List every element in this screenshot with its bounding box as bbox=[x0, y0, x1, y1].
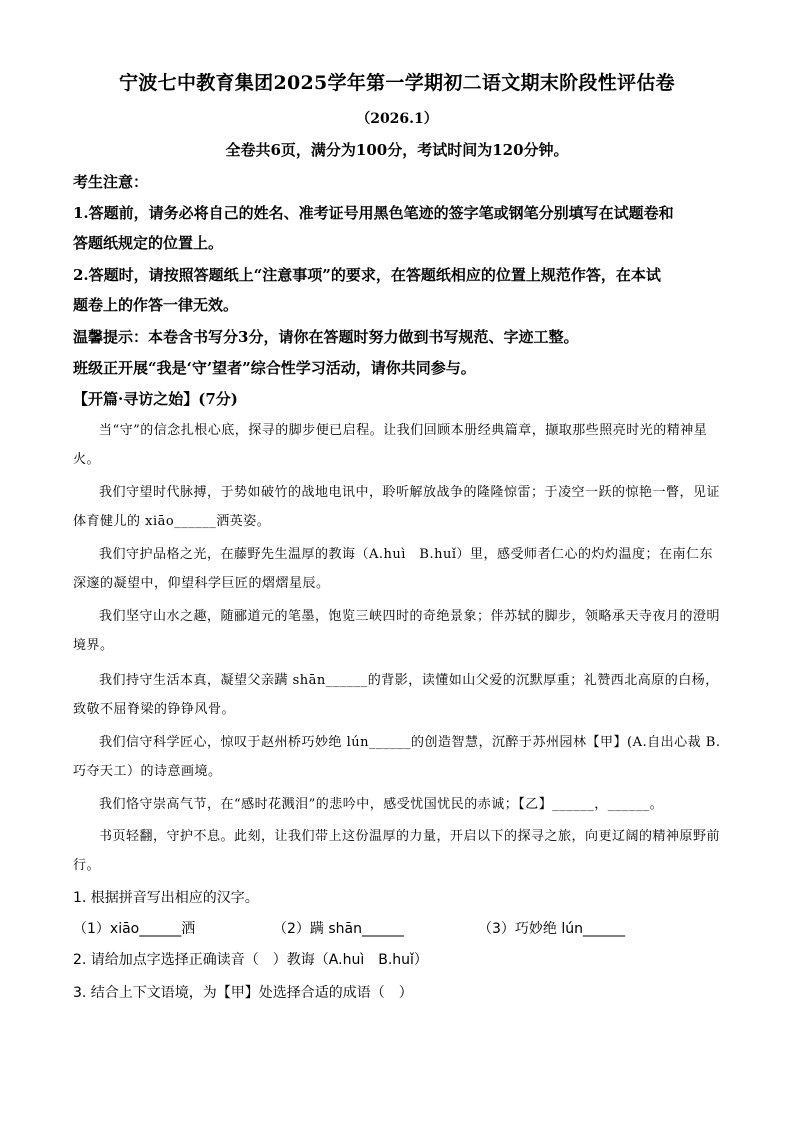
notice-heading: 考生注意： bbox=[73, 173, 149, 191]
question-1-blank-2: （2）蹒 shān______ bbox=[273, 921, 404, 937]
question-3: 3. 结合上下文语境，为【甲】处选择合适的成语（ ） bbox=[73, 985, 413, 1001]
notice-item-1-line-1: 1.答题前，请务必将自己的姓名、准考证号用黑色笔迹的签字笔或钢笔分别填写在试题卷和 bbox=[73, 204, 674, 222]
notice-item-2-line-2: 题卷上的作答一律无效。 bbox=[73, 296, 239, 314]
passage-paragraph: 我们守护品格之光，在藤野先生温厚的教诲（A.huì B.huǐ）里，感受师者仁心的灼灼温度；在南仁东深邃的凝望中，仰望科学巨匠的熠熠星辰。 bbox=[73, 547, 714, 591]
passage-paragraph: 我们持守生活本真，凝望父亲蹒 shān______的背影，读懂如山父爱的沉默厚重；礼赞西北高原的白杨，致敬不屈脊梁的铮铮风骨。 bbox=[73, 673, 719, 717]
exam-summary: 全卷共6页，满分为100分，考试时间为120分钟。 bbox=[225, 141, 569, 159]
question-1-blank-3: （3）巧妙绝 lún______ bbox=[478, 921, 625, 937]
question-1-blank-1: （1）xiāo______洒 bbox=[73, 921, 196, 937]
passage-paragraph: 我们恪守崇高气节，在“感时花溅泪”的悲吟中，感受忧国忧民的赤诚；【乙】______，______。 bbox=[99, 797, 664, 812]
exam-date: （2026.1） bbox=[356, 111, 438, 127]
section-heading: 【开篇·寻访之始】(7分) bbox=[73, 390, 238, 408]
passage-paragraph: 当“守”的信念扎根心底，探寻的脚步便已启程。让我们回顾本册经典篇章，撷取那些照亮时光的精神星火。 bbox=[73, 423, 708, 467]
notice-item-1-line-2: 答题纸规定的位置上。 bbox=[73, 234, 224, 252]
notice-item-2-line-1: 2.答题时，请按照答题纸上“注意事项”的要求，在答题纸相应的位置上规范作答，在本试 bbox=[73, 266, 661, 284]
question-1: 1. 根据拼音写出相应的汉字。 bbox=[73, 890, 259, 906]
passage-paragraph: 我们守望时代脉搏，于势如破竹的战地电讯中，聆听解放战争的隆隆惊雷；于凌空一跃的惊艳一瞥，见证体育健儿的 xiāo______洒英姿。 bbox=[73, 485, 721, 529]
passage-paragraph: 书页轻翻，守护不息。此刻，让我们带上这份温厚的力量，开启以下的探寻之旅，向更辽阔的精神原野前行。 bbox=[73, 829, 721, 873]
exam-title: 宁波七中教育集团2025学年第一学期初二语文期末阶段性评估卷 bbox=[119, 72, 675, 94]
passage-paragraph: 我们信守科学匠心，惊叹于赵州桥巧妙绝 lún______的创造智慧，沉醉于苏州园林【甲】(A.自出心裁 B.巧夺天工）的诗意画境。 bbox=[73, 735, 721, 779]
passage-paragraph: 我们坚守山水之趣，随郦道元的笔墨，饱览三峡四时的奇绝景象；伴苏轼的脚步，领略承天寺夜月的澄明境界。 bbox=[73, 609, 721, 653]
question-2: 2. 请给加点字选择正确读音（ ）教诲（A.huì B.huǐ） bbox=[73, 952, 428, 968]
activity-intro: 班级正开展“我是‘守’望者”综合性学习活动，请你共同参与。 bbox=[73, 359, 476, 377]
notice-tip: 温馨提示：本卷含书写分3分，请你在答题时努力做到书写规范、字迹工整。 bbox=[73, 328, 579, 346]
